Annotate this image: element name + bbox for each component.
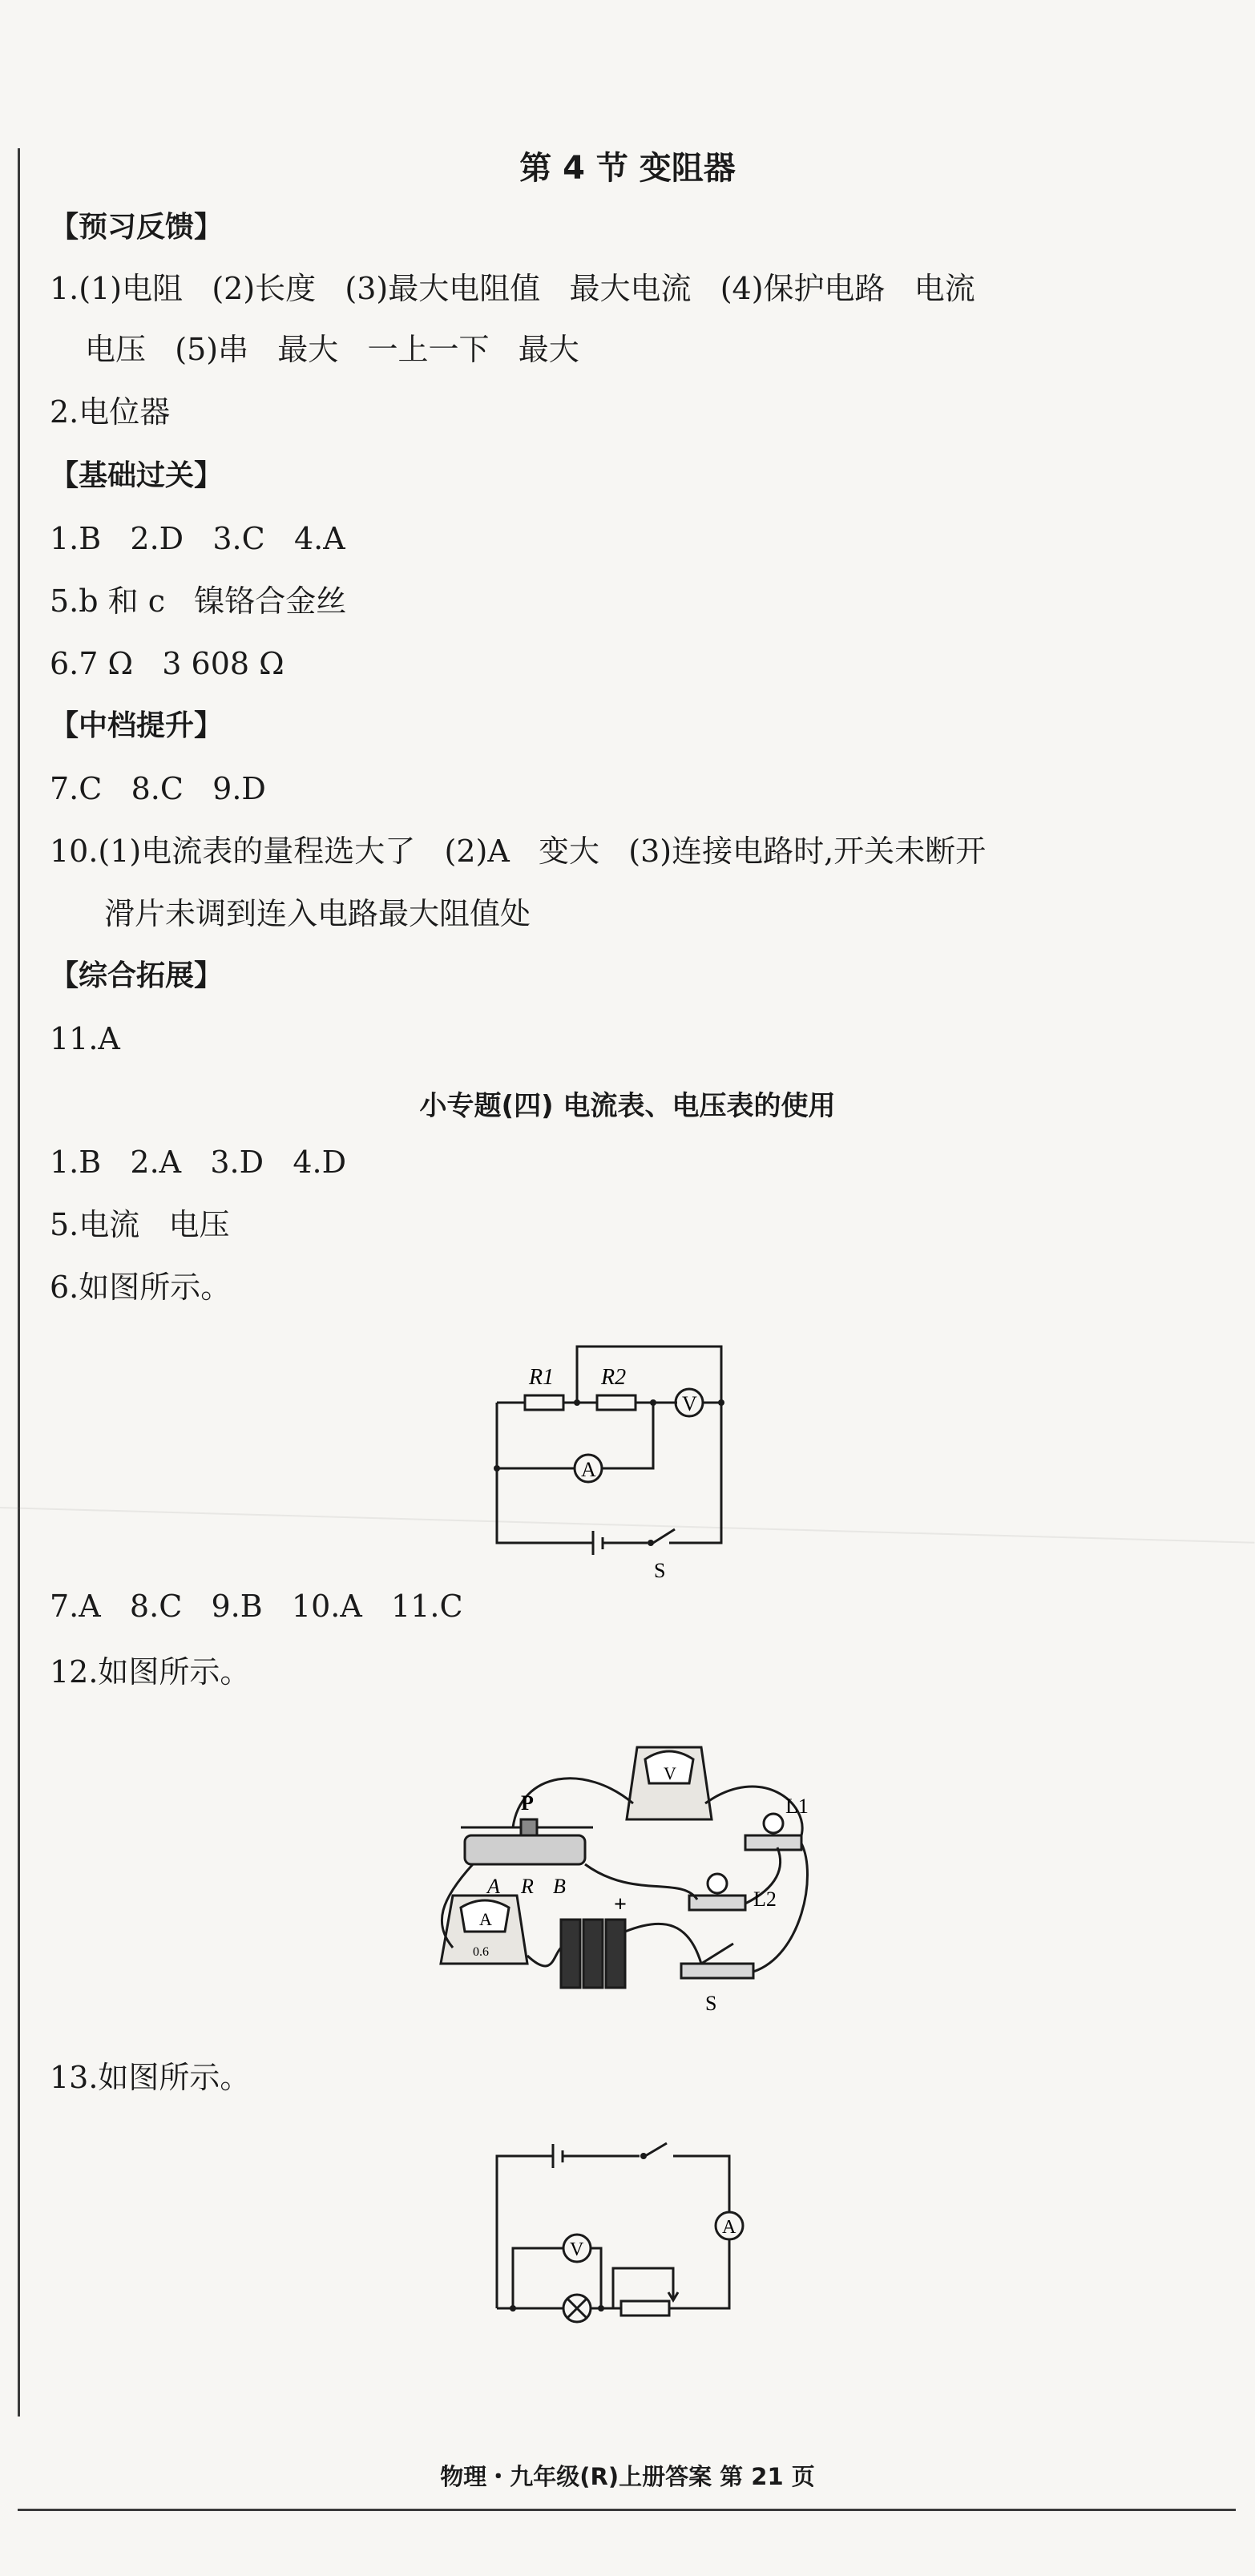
ammeter-label: A	[581, 1458, 596, 1481]
answer-line: 7.A 8.C 9.B 10.A 11.C	[50, 1589, 463, 1624]
label-r2: R2	[601, 1365, 627, 1390]
answer-line: 2.电位器	[50, 394, 171, 430]
label-r1: R1	[529, 1365, 555, 1390]
answer-line: 5.电流 电压	[50, 1207, 230, 1242]
slider-label-p: P	[521, 1791, 534, 1815]
left-margin-line	[18, 148, 20, 2417]
voltmeter-label: V	[570, 2239, 584, 2260]
wiring-figure-12	[425, 1715, 825, 2020]
answer-line: 1.(1)电阻 (2)长度 (3)最大电阻值 最大电流 (4)保护电路 电流	[50, 271, 975, 306]
voltmeter-label: V	[664, 1763, 676, 1783]
battery-plus-label: +	[614, 1892, 627, 1917]
answer-line: 11.A	[50, 1021, 120, 1056]
ammeter-scale-label: 0.6	[473, 1945, 489, 1959]
answer-line: 13.如图所示。	[50, 2060, 251, 2095]
section-middle: 【中档提升】	[50, 709, 224, 742]
answer-line: 7.C 8.C 9.D	[50, 771, 266, 806]
answer-line: 12.如图所示。	[50, 1654, 251, 1690]
answer-line: 1.B 2.A 3.D 4.D	[50, 1145, 347, 1180]
ammeter-label: A	[722, 2217, 736, 2238]
circuit-figure-13	[481, 2132, 753, 2364]
ammeter-label: A	[479, 1909, 492, 1929]
answer-line: 6.如图所示。	[50, 1270, 232, 1305]
answer-line: 滑片未调到连入电路最大阻值处	[104, 896, 531, 931]
answer-line: 1.B 2.D 3.C 4.A	[50, 521, 345, 556]
lamp-label-l1: L1	[785, 1795, 809, 1818]
page-footer: 物理・九年级(R)上册答案 第 21 页	[440, 2463, 815, 2490]
lamp-label-l2: L2	[753, 1888, 777, 1911]
section-extend: 【综合拓展】	[50, 959, 224, 992]
voltmeter-label: V	[682, 1392, 697, 1415]
rheostat-label-r: R	[521, 1875, 534, 1898]
chapter-title: 第 4 节 变阻器	[519, 150, 736, 187]
section-preview: 【预习反馈】	[50, 211, 224, 244]
switch-label: S	[705, 1992, 717, 2015]
terminal-label-b: B	[553, 1875, 566, 1898]
answer-line: 10.(1)电流表的量程选大了 (2)A 变大 (3)连接电路时,开关未断开	[50, 834, 987, 869]
switch-label: S	[654, 1559, 666, 1582]
circuit-figure-6	[473, 1322, 745, 1587]
answer-line: 5.b 和 c 镍铬合金丝	[50, 583, 347, 619]
section-basic: 【基础过关】	[50, 459, 224, 492]
terminal-label-a: A	[487, 1875, 500, 1898]
answer-line: 电压 (5)串 最大 一上一下 最大	[85, 332, 579, 367]
answer-line: 6.7 Ω 3 608 Ω	[50, 646, 284, 681]
topic-title: 小专题(四) 电流表、电压表的使用	[419, 1090, 836, 1122]
bottom-rule	[18, 2509, 1236, 2511]
